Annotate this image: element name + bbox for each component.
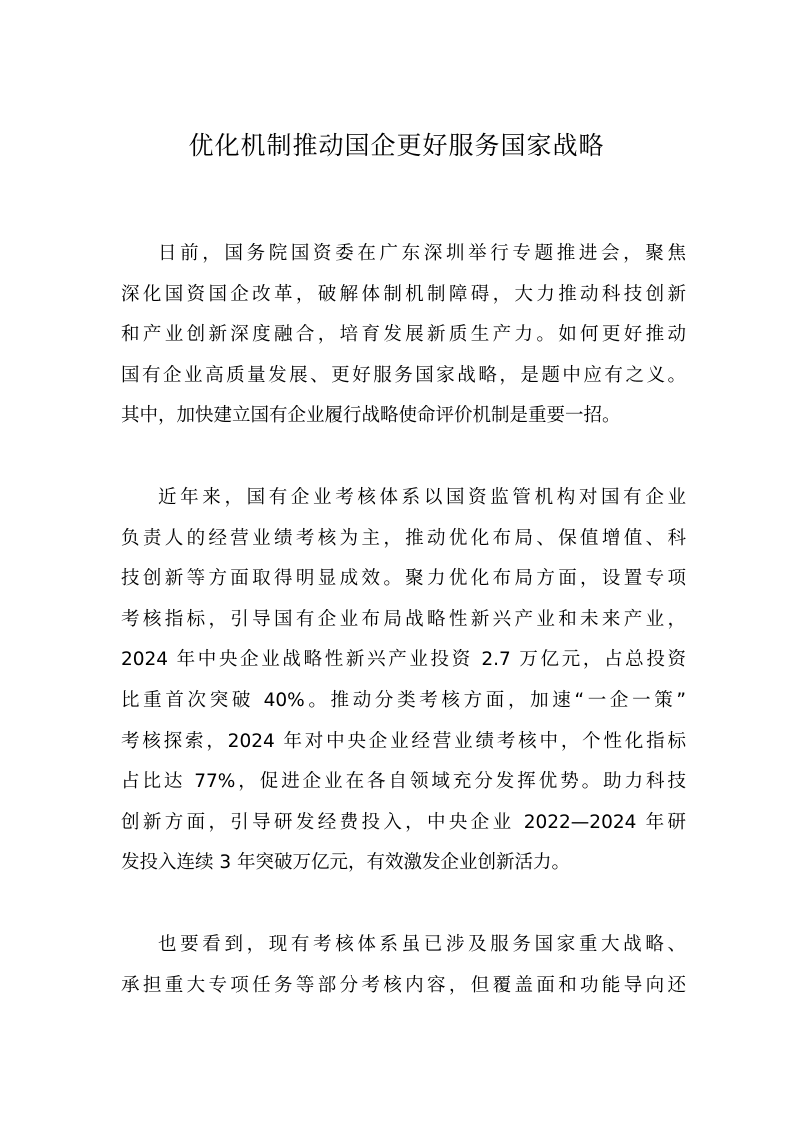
text-line: 也要看到，现有考核体系虽已涉及服务国家重大战略、 bbox=[158, 933, 686, 955]
text-line: 近年来，国有企业考核体系以国资监管机构对国有企业 bbox=[158, 486, 686, 508]
document-title: 优化机制推动国企更好服务国家战略 bbox=[188, 131, 605, 160]
text-line: 技创新等方面取得明显成效。聚力优化布局方面，设置专项 bbox=[121, 568, 686, 590]
text-line: 考核指标，引导国有企业布局战略性新兴产业和未来产业， bbox=[121, 608, 686, 630]
text-line: 承担重大专项任务等部分考核内容，但覆盖面和功能导向还 bbox=[121, 974, 686, 996]
text-line: 其中，加快建立国有企业履行战略使命评价机制是重要一招。 bbox=[121, 405, 621, 427]
text-line: 占比达 77%，促进企业在各自领域充分发挥优势。助力科技 bbox=[121, 771, 686, 793]
text-line: 日前，国务院国资委在广东深圳举行专题推进会，聚焦 bbox=[158, 243, 686, 264]
text-line: 和产业创新深度融合，培育发展新质生产力。如何更好推动 bbox=[121, 324, 686, 346]
text-line: 深化国资国企改革，破解体制机制障碍，大力推动科技创新 bbox=[121, 283, 686, 305]
text-line: 2024 年中央企业战略性新兴产业投资 2.7 万亿元，占总投资 bbox=[121, 649, 686, 671]
text-line: 负责人的经营业绩考核为主，推动优化布局、保值增值、科 bbox=[121, 527, 686, 549]
text-line: 国有企业高质量发展、更好服务国家战略，是题中应有之义。 bbox=[121, 364, 686, 386]
paragraph-2 bbox=[121, 478, 686, 884]
text-line: 创新方面，引导研发经费投入，中央企业 2022—2024 年研 bbox=[121, 811, 686, 833]
paragraph-3 bbox=[121, 925, 686, 1006]
paragraph-1 bbox=[121, 234, 686, 437]
document-body bbox=[121, 234, 686, 1047]
text-line: 比重首次突破 40%。推动分类考核方面，加速“一企一策” bbox=[121, 689, 686, 711]
text-line: 发投入连续 3 年突破万亿元，有效激发企业创新活力。 bbox=[121, 852, 571, 874]
text-line: 考核探索，2024 年对中央企业经营业绩考核中，个性化指标 bbox=[121, 730, 686, 752]
